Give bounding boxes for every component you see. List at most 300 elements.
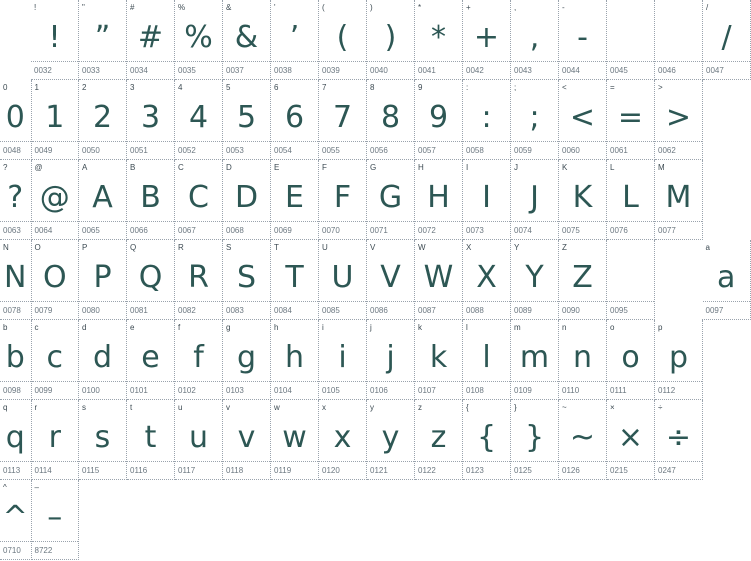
glyph-preview: u (188, 420, 208, 455)
glyph-cell[interactable] (559, 400, 607, 480)
glyph-cell[interactable] (0, 160, 31, 240)
glyph-cell[interactable] (271, 160, 319, 240)
glyph-cell[interactable] (367, 400, 415, 480)
empty-cell (655, 240, 703, 320)
glyph-code-label: 0104 (274, 386, 292, 395)
glyph-character-label: t (130, 403, 133, 412)
glyph-code-label: 0071 (370, 226, 388, 235)
glyph-character-label: p (658, 322, 663, 332)
glyph-code-label: 0105 (322, 386, 340, 395)
glyph-cell[interactable] (367, 240, 415, 320)
glyph-preview: B (140, 180, 161, 215)
glyph-code-label: 0077 (658, 226, 676, 235)
glyph-cell[interactable] (0, 240, 31, 320)
glyph-character-label: ' (274, 3, 276, 12)
glyph-character-label: A (82, 163, 88, 172)
empty-cell (271, 480, 319, 560)
glyph-character-label: D (226, 163, 232, 172)
glyph-cell[interactable] (175, 0, 223, 80)
glyph-code-label: 0118 (226, 466, 244, 475)
glyph-cell[interactable] (0, 80, 31, 160)
glyph-preview: q (5, 420, 25, 455)
glyph-cell[interactable] (31, 160, 79, 240)
glyph-character-label: Q (130, 243, 137, 252)
glyph-cell[interactable] (223, 80, 271, 160)
glyph-code-label: 0710 (3, 546, 21, 555)
glyph-character-label: U (322, 243, 328, 252)
glyph-preview: x (333, 420, 352, 455)
glyph-code-label: 0056 (370, 146, 388, 155)
glyph-character-label: { (466, 403, 469, 412)
glyph-preview: 1 (45, 100, 65, 135)
glyph-cell[interactable] (703, 0, 751, 80)
glyph-code-label: 0086 (370, 306, 388, 315)
glyph-character-label: k (418, 323, 422, 332)
glyph-cell[interactable] (463, 0, 511, 80)
glyph-cell[interactable] (223, 320, 271, 400)
glyph-character-label: X (466, 243, 472, 252)
glyph-preview: O (42, 260, 67, 295)
empty-cell (607, 480, 655, 560)
glyph-character-label: u (178, 403, 183, 412)
glyph-preview: k (429, 340, 448, 375)
glyph-character-label: w (274, 403, 280, 412)
glyph-character-label: o (610, 323, 615, 332)
glyph-cell[interactable] (367, 160, 415, 240)
glyph-cell[interactable] (511, 400, 559, 480)
glyph-cell[interactable] (463, 80, 511, 160)
glyph-cell[interactable] (271, 320, 319, 400)
empty-cell (223, 480, 271, 560)
glyph-code-label: 0059 (514, 146, 532, 155)
glyph-code-label: 0112 (658, 385, 676, 395)
glyph-preview: / (721, 20, 732, 55)
glyph-character-label: G (370, 163, 377, 172)
glyph-code-label: 0101 (130, 386, 148, 395)
glyph-preview: e (141, 340, 160, 375)
glyph-character-label: B (130, 163, 136, 172)
glyph-cell[interactable] (31, 480, 79, 560)
glyph-cell[interactable] (367, 320, 415, 400)
glyph-preview: i (338, 340, 347, 375)
character-map-row (0, 80, 751, 160)
glyph-cell[interactable] (175, 160, 223, 240)
glyph-cell[interactable] (703, 240, 751, 320)
empty-cell (319, 480, 367, 560)
glyph-code-label: 0084 (274, 306, 292, 315)
glyph-cell[interactable] (655, 320, 703, 400)
glyph-code-label: 0126 (562, 466, 580, 475)
glyph-preview: ! (48, 20, 61, 55)
glyph-preview: I (482, 180, 491, 215)
glyph-cell[interactable] (415, 160, 463, 240)
glyph-cell[interactable] (175, 400, 223, 480)
glyph-code-label: 0050 (82, 146, 100, 155)
glyph-cell[interactable] (655, 400, 703, 480)
glyph-preview: 5 (236, 100, 257, 135)
glyph-preview: Q (138, 260, 163, 295)
glyph-preview: ) (384, 20, 397, 55)
glyph-character-label: M (658, 163, 665, 172)
glyph-code-label: 0038 (274, 66, 292, 75)
glyph-cell[interactable] (511, 0, 559, 80)
glyph-character-label: n (562, 323, 567, 332)
glyph-cell[interactable] (607, 80, 655, 160)
glyph-code-label: 0048 (3, 145, 21, 155)
glyph-cell[interactable] (415, 320, 463, 400)
glyph-preview: g (236, 340, 257, 375)
glyph-code-label: 0046 (658, 66, 676, 75)
glyph-preview: + (473, 20, 500, 55)
glyph-cell[interactable] (319, 80, 367, 160)
glyph-character-label: I (466, 163, 469, 172)
glyph-cell[interactable] (559, 240, 607, 320)
glyph-character-label: – (34, 483, 39, 492)
glyph-code-label: 0120 (322, 466, 340, 475)
glyph-cell[interactable] (31, 320, 79, 400)
glyph-cell[interactable] (79, 400, 127, 480)
glyph-code-label: 0070 (322, 226, 340, 235)
glyph-preview: ” (94, 20, 111, 55)
character-map-row (0, 320, 751, 400)
glyph-cell[interactable] (655, 80, 703, 160)
glyph-code-label: 0106 (370, 386, 388, 395)
glyph-code-label: 0054 (274, 146, 292, 155)
empty-cell (703, 160, 751, 240)
glyph-cell[interactable] (511, 80, 559, 160)
glyph-preview: 9 (428, 100, 449, 135)
glyph-character-label: ? (3, 163, 8, 172)
glyph-character-label (607, 0, 654, 15)
glyph-cell[interactable] (607, 160, 655, 240)
glyph-cell[interactable] (607, 400, 655, 480)
glyph-character-label: % (178, 3, 186, 12)
glyph-character-label: ! (34, 3, 37, 12)
glyph-code-label: 0116 (130, 466, 148, 475)
empty-cell (703, 320, 751, 400)
glyph-character-label: : (466, 83, 469, 92)
glyph-cell[interactable] (79, 160, 127, 240)
glyph-cell[interactable] (271, 0, 319, 80)
glyph-code-label: 0032 (34, 66, 52, 75)
glyph-cell[interactable] (559, 320, 607, 400)
glyph-code-label: 0065 (82, 226, 100, 235)
glyph-character-label: ) (370, 3, 373, 12)
glyph-cell[interactable] (415, 400, 463, 480)
glyph-code-label: 0057 (418, 146, 436, 155)
glyph-cell[interactable] (31, 80, 79, 160)
glyph-character-label: 5 (226, 83, 231, 92)
glyph-preview: % (184, 20, 213, 55)
glyph-character-label: N (3, 243, 9, 252)
glyph-cell[interactable] (79, 320, 127, 400)
glyph-preview: < (569, 100, 596, 135)
glyph-preview: t (144, 420, 157, 455)
glyph-preview: w (282, 420, 307, 455)
glyph-cell[interactable] (655, 160, 703, 240)
glyph-preview: ? (7, 180, 24, 215)
glyph-cell[interactable] (0, 400, 31, 480)
glyph-character-label: 4 (178, 83, 183, 92)
glyph-cell[interactable] (511, 320, 559, 400)
glyph-code-label: 0110 (562, 386, 580, 395)
glyph-preview: ; (529, 100, 540, 135)
glyph-code-label: 0053 (226, 146, 244, 155)
glyph-code-label: 0103 (226, 386, 244, 395)
glyph-preview: D (234, 180, 259, 215)
empty-cell (703, 80, 751, 160)
empty-cell (703, 480, 751, 560)
glyph-cell[interactable] (319, 0, 367, 80)
glyph-cell[interactable] (127, 80, 175, 160)
glyph-character-label: > (658, 83, 663, 92)
glyph-preview: : (481, 100, 492, 135)
glyph-cell[interactable] (607, 0, 655, 80)
glyph-character-label: × (610, 403, 615, 412)
glyph-code-label: 0051 (130, 146, 148, 155)
glyph-cell[interactable] (415, 0, 463, 80)
glyph-character-label: l (466, 323, 468, 332)
glyph-cell[interactable] (463, 160, 511, 240)
glyph-cell[interactable] (415, 80, 463, 160)
glyph-character-label: J (514, 163, 518, 172)
glyph-cell[interactable] (79, 80, 127, 160)
empty-cell (463, 480, 511, 560)
glyph-cell[interactable] (319, 320, 367, 400)
glyph-preview: L (622, 180, 639, 215)
glyph-cell[interactable] (127, 240, 175, 320)
glyph-character-label: & (226, 3, 232, 12)
glyph-cell[interactable] (319, 400, 367, 480)
empty-cell (127, 480, 175, 560)
glyph-character-label: @ (34, 163, 43, 172)
glyph-code-label: 0058 (466, 146, 484, 155)
glyph-character-label: g (226, 323, 231, 332)
character-map-row (0, 400, 751, 480)
glyph-preview: T (285, 260, 304, 295)
glyph-character-label: 0 (3, 82, 8, 92)
glyph-preview: , (529, 20, 540, 55)
glyph-cell[interactable] (0, 320, 31, 400)
glyph-preview: y (381, 420, 400, 455)
glyph-character-label: } (514, 403, 517, 412)
glyph-preview: n (572, 340, 592, 375)
glyph-preview: b (5, 340, 25, 375)
glyph-cell[interactable] (607, 240, 655, 320)
glyph-preview: × (617, 420, 644, 455)
glyph-code-label: 0114 (34, 466, 52, 475)
glyph-cell[interactable] (79, 0, 127, 80)
glyph-preview: o (621, 340, 640, 375)
glyph-character-label: ^ (3, 483, 7, 492)
glyph-preview: M (665, 180, 692, 215)
glyph-cell[interactable] (175, 240, 223, 320)
glyph-character-label: 6 (274, 83, 279, 92)
glyph-preview: U (331, 260, 354, 295)
glyph-cell[interactable] (607, 320, 655, 400)
glyph-character-label: f (178, 323, 181, 332)
glyph-character-label: " (82, 3, 85, 12)
glyph-preview: G (378, 180, 403, 215)
glyph-character-label: V (370, 243, 376, 252)
glyph-cell[interactable] (31, 0, 79, 80)
character-map-row (0, 160, 751, 240)
glyph-preview: J (530, 180, 539, 215)
glyph-cell[interactable] (223, 160, 271, 240)
glyph-code-label: 0083 (226, 306, 244, 315)
glyph-cell[interactable] (127, 400, 175, 480)
glyph-character-label: ( (322, 3, 325, 12)
glyph-cell[interactable] (271, 80, 319, 160)
glyph-code-label: 0044 (562, 66, 580, 75)
glyph-preview: a (717, 259, 736, 295)
glyph-code-label: 0119 (274, 466, 292, 475)
glyph-character-label: r (34, 403, 38, 412)
glyph-cell[interactable] (367, 0, 415, 80)
glyph-preview: c (46, 340, 63, 375)
glyph-cell[interactable] (367, 80, 415, 160)
glyph-code-label: 0067 (178, 226, 196, 235)
glyph-code-label: 0090 (562, 306, 580, 315)
glyph-preview: ^ (2, 500, 28, 535)
glyph-preview: l (482, 340, 491, 375)
glyph-preview: f (193, 340, 204, 375)
glyph-preview (655, 15, 702, 61)
glyph-preview: 0 (5, 99, 25, 135)
glyph-preview: – (47, 500, 63, 535)
glyph-preview: C (188, 180, 209, 215)
glyph-cell[interactable] (319, 240, 367, 320)
glyph-code-label: 0082 (178, 306, 196, 315)
glyph-cell[interactable] (319, 160, 367, 240)
glyph-code-label: 0062 (658, 146, 676, 155)
glyph-code-label: 0087 (418, 306, 436, 315)
glyph-cell[interactable] (223, 0, 271, 80)
glyph-character-label: + (466, 3, 471, 12)
glyph-cell[interactable] (463, 400, 511, 480)
glyph-cell[interactable] (271, 400, 319, 480)
glyph-cell[interactable] (559, 80, 607, 160)
glyph-character-label: 1 (34, 83, 39, 92)
character-map-row (0, 0, 751, 80)
glyph-cell[interactable] (511, 240, 559, 320)
glyph-preview: F (333, 180, 352, 215)
glyph-character-label: j (370, 323, 372, 332)
glyph-preview: H (427, 180, 450, 215)
glyph-cell[interactable] (223, 400, 271, 480)
glyph-character-label (607, 240, 654, 255)
glyph-preview: 6 (284, 100, 305, 135)
glyph-code-label: 8722 (34, 546, 53, 555)
glyph-character-label: x (322, 403, 326, 412)
glyph-preview: { (476, 420, 497, 455)
glyph-character-label: 8 (370, 83, 375, 92)
glyph-character-label: v (226, 403, 230, 412)
glyph-cell[interactable] (0, 480, 31, 560)
glyph-code-label: 0041 (418, 66, 436, 75)
glyph-cell[interactable] (559, 0, 607, 80)
glyph-cell[interactable] (559, 160, 607, 240)
glyph-character-label: - (562, 3, 565, 12)
glyph-character-label: 3 (130, 83, 135, 92)
glyph-character-label: ~ (562, 403, 567, 412)
glyph-preview: ÷ (665, 420, 692, 455)
glyph-preview: 3 (140, 100, 161, 135)
character-map-row (0, 480, 751, 560)
glyph-preview: j (386, 340, 395, 375)
glyph-code-label: 0069 (274, 226, 292, 235)
glyph-preview: ~ (569, 420, 596, 455)
glyph-character-label: ÷ (658, 403, 663, 412)
glyph-code-label: 0063 (3, 226, 21, 235)
glyph-cell[interactable] (415, 240, 463, 320)
glyph-character-label: d (82, 323, 87, 332)
glyph-code-label: 0088 (466, 306, 484, 315)
glyph-code-label: 0115 (82, 466, 100, 475)
glyph-character-label: c (34, 323, 39, 332)
glyph-cell[interactable] (175, 80, 223, 160)
glyph-code-label: 0102 (178, 386, 196, 395)
glyph-cell[interactable] (175, 320, 223, 400)
glyph-preview: ’ (289, 20, 300, 55)
glyph-preview (607, 15, 654, 61)
glyph-preview: 2 (92, 100, 113, 135)
glyph-cell[interactable] (31, 240, 79, 320)
glyph-preview: X (476, 260, 497, 295)
glyph-code-label: 0068 (226, 226, 244, 235)
glyph-cell[interactable] (655, 0, 703, 80)
glyph-code-label: 0125 (514, 466, 532, 475)
glyph-code-label: 0215 (610, 466, 628, 475)
glyph-character-label: b (3, 323, 8, 332)
glyph-cell[interactable] (463, 320, 511, 400)
glyph-code-label: 0035 (178, 66, 196, 75)
glyph-cell[interactable] (127, 0, 175, 80)
glyph-cell[interactable] (79, 240, 127, 320)
glyph-character-label: L (610, 163, 615, 172)
glyph-code-label: 0107 (418, 386, 436, 395)
glyph-preview: * (431, 20, 446, 55)
glyph-code-label: 0123 (466, 466, 484, 475)
glyph-preview: h (284, 340, 304, 375)
glyph-code-label: 0074 (514, 226, 532, 235)
glyph-code-label: 0052 (178, 146, 196, 155)
glyph-preview: - (577, 20, 588, 55)
glyph-character-label: K (562, 163, 568, 172)
glyph-cell[interactable] (463, 240, 511, 320)
glyph-preview: r (48, 420, 61, 455)
glyph-character-label: T (274, 243, 279, 252)
glyph-preview: N (4, 260, 27, 295)
glyph-cell[interactable] (223, 240, 271, 320)
empty-cell (655, 480, 703, 560)
glyph-character-label: P (82, 243, 88, 252)
glyph-cell[interactable] (127, 320, 175, 400)
glyph-cell[interactable] (511, 160, 559, 240)
glyph-cell[interactable] (271, 240, 319, 320)
glyph-cell[interactable] (31, 400, 79, 480)
character-map-row (0, 240, 751, 320)
glyph-preview: ( (336, 20, 349, 55)
glyph-character-label: O (34, 243, 41, 252)
glyph-preview: > (665, 100, 692, 135)
glyph-character-label: q (3, 403, 8, 412)
glyph-cell[interactable] (127, 160, 175, 240)
glyph-preview: @ (39, 180, 70, 215)
glyph-preview: = (617, 100, 644, 135)
glyph-character-label: S (226, 243, 232, 252)
glyph-character-label: = (610, 83, 615, 92)
